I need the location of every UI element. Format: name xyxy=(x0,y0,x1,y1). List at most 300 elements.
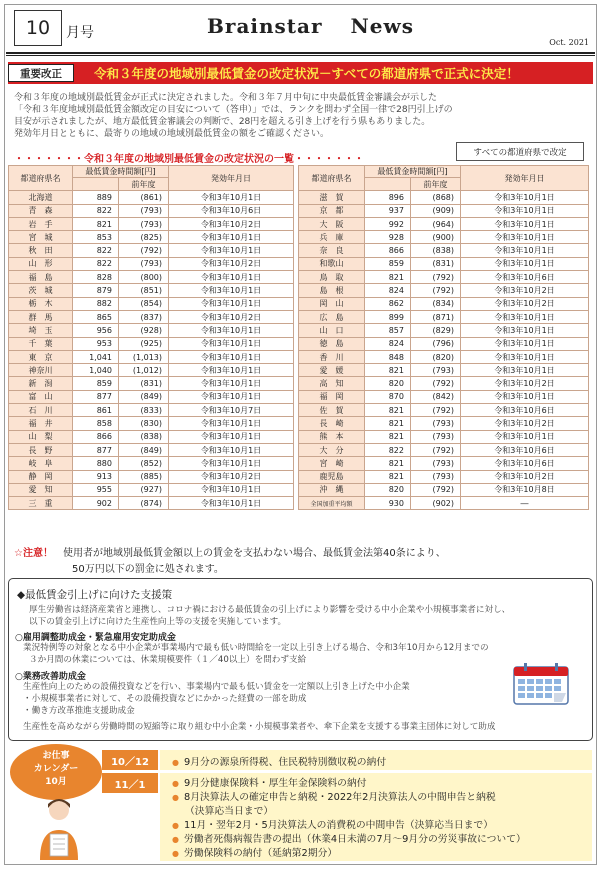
intro-line: 発効年月日とともに、最寄りの地域の地域別最低賃金の額をご確認ください。 xyxy=(14,129,330,139)
table-title: ・・・・・・・令和３年度の地域別最低賃金の改定状況の一覧・・・・・・・ xyxy=(14,154,364,165)
pref-name: 奈 良 xyxy=(299,244,365,257)
masthead xyxy=(0,14,601,38)
table-row xyxy=(9,324,294,337)
prev-wage: (1,013) xyxy=(119,350,169,363)
pref-name: 岩 手 xyxy=(9,217,73,230)
min-wage: 992 xyxy=(365,217,411,230)
pref-name: 広 島 xyxy=(299,310,365,323)
header-wage: 最低賃金時間額[円] xyxy=(365,166,461,178)
effective-date: 令和3年10月1日 xyxy=(461,231,589,244)
calendar-label-line: 10月 xyxy=(45,777,67,787)
effective-date: ― xyxy=(461,497,589,510)
table-row xyxy=(299,204,589,217)
intro-line: 「令和３年度地域別最低賃金額改定の目安について（答申）」では、ランクを問わず全国一律で28円引上げの xyxy=(14,105,453,115)
effective-date: 令和3年10月1日 xyxy=(461,204,589,217)
prev-wage: (834) xyxy=(411,297,461,310)
prev-wage: (854) xyxy=(119,297,169,310)
prev-wage: (849) xyxy=(119,443,169,456)
min-wage: 902 xyxy=(73,497,119,510)
table-row xyxy=(9,244,294,257)
min-wage: 913 xyxy=(73,470,119,483)
effective-date: 令和3年10月1日 xyxy=(169,377,294,390)
calendar-item: （決算応当日まで） xyxy=(185,806,274,817)
effective-date: 令和3年10月1日 xyxy=(461,350,589,363)
pref-name: 山 梨 xyxy=(9,430,73,443)
prev-wage: (793) xyxy=(411,417,461,430)
notice xyxy=(14,546,446,578)
table-row xyxy=(9,204,294,217)
prev-wage: (851) xyxy=(119,284,169,297)
min-wage: 877 xyxy=(73,390,119,403)
pref-name: 長 崎 xyxy=(299,417,365,430)
notice-line: 使用者が地域別最低賃金額以上の賃金を支払わない場合、最低賃金法第40条により、 xyxy=(62,548,446,559)
prev-wage: (796) xyxy=(411,337,461,350)
min-wage: 882 xyxy=(73,297,119,310)
pref-name: 静 岡 xyxy=(9,470,73,483)
effective-date: 令和3年10月1日 xyxy=(169,297,294,310)
table-row xyxy=(9,217,294,230)
min-wage: 937 xyxy=(365,204,411,217)
min-wage: 821 xyxy=(365,271,411,284)
min-wage: 821 xyxy=(365,364,411,377)
table-row xyxy=(9,231,294,244)
header-wage: 最低賃金時間額[円] xyxy=(73,166,169,178)
wage-table-right xyxy=(298,165,589,510)
table-row xyxy=(9,443,294,456)
min-wage: 821 xyxy=(365,470,411,483)
calendar-item: ● 9月分の源泉所得税、住民税特別徴収税の納付 xyxy=(172,754,386,768)
effective-date: 令和3年10月6日 xyxy=(461,271,589,284)
effective-date: 令和3年10月1日 xyxy=(169,457,294,470)
effective-date: 令和3年10月2日 xyxy=(169,470,294,483)
table-row xyxy=(299,231,589,244)
min-wage: 889 xyxy=(73,191,119,204)
pref-name: 千 葉 xyxy=(9,337,73,350)
min-wage: 866 xyxy=(73,430,119,443)
prev-wage: (793) xyxy=(411,470,461,483)
table-row xyxy=(299,271,589,284)
table-row xyxy=(9,257,294,270)
intro-text xyxy=(14,92,589,140)
calendar-item: ● 8月決算法人の確定申告と納税・2022年2月決算法人の中間申告と納税 xyxy=(172,789,496,803)
pref-name: 大 分 xyxy=(299,443,365,456)
min-wage: 1,041 xyxy=(73,350,119,363)
divider xyxy=(6,55,595,56)
headline-text: 令和３年度の地域別最低賃金の改定状況－すべての都道府県で正式に決定！ xyxy=(94,66,519,81)
min-wage: 820 xyxy=(365,483,411,496)
min-wage: 953 xyxy=(73,337,119,350)
prev-wage: (825) xyxy=(119,231,169,244)
headline-banner xyxy=(8,62,593,84)
prev-wage: (902) xyxy=(411,497,461,510)
effective-date: 令和3年10月2日 xyxy=(169,217,294,230)
min-wage: 858 xyxy=(73,417,119,430)
prev-wage: (792) xyxy=(411,483,461,496)
prev-wage: (820) xyxy=(411,350,461,363)
support-title: ◆最低賃金引上げに向けた支援策 xyxy=(17,589,173,601)
pref-name: 熊 本 xyxy=(299,430,365,443)
table-row xyxy=(299,404,589,417)
pref-name: 山 口 xyxy=(299,324,365,337)
effective-date: 令和3年10月1日 xyxy=(169,231,294,244)
prev-wage: (928) xyxy=(119,324,169,337)
masthead-right: News xyxy=(350,14,414,38)
support-line: ・小規模事業者に対して、その設備投資などにかかった経費の一部を助成 xyxy=(23,694,307,704)
prev-wage: (792) xyxy=(411,377,461,390)
effective-date: 令和3年10月2日 xyxy=(461,417,589,430)
table-row xyxy=(299,430,589,443)
prev-wage: (792) xyxy=(119,244,169,257)
pref-name: 岡 山 xyxy=(299,297,365,310)
pref-name: 滋 賀 xyxy=(299,191,365,204)
pref-name: 鳥 取 xyxy=(299,271,365,284)
prev-wage: (792) xyxy=(411,271,461,284)
min-wage: 822 xyxy=(365,443,411,456)
min-wage: 822 xyxy=(73,257,119,270)
effective-date: 令和3年10月1日 xyxy=(169,483,294,496)
pref-name: 愛 媛 xyxy=(299,364,365,377)
pref-name: 埼 玉 xyxy=(9,324,73,337)
support-subtitle: ○雇用調整助成金・緊急雇用安定助成金 xyxy=(15,633,176,643)
support-line: 生産性を高めながら労働時間の短縮等に取り組む中小企業・小規模事業者や、傘下企業を支援する事業主団体に対して助成 xyxy=(23,722,496,732)
table-row xyxy=(299,497,589,510)
table-row xyxy=(9,457,294,470)
table-row xyxy=(299,470,589,483)
table-row xyxy=(299,310,589,323)
pref-name: 佐 賀 xyxy=(299,404,365,417)
prev-wage: (1,012) xyxy=(119,364,169,377)
min-wage: 879 xyxy=(73,284,119,297)
pref-name: 大 阪 xyxy=(299,217,365,230)
pref-name: 新 潟 xyxy=(9,377,73,390)
min-wage: 866 xyxy=(365,244,411,257)
prev-wage: (909) xyxy=(411,204,461,217)
min-wage: 857 xyxy=(365,324,411,337)
pref-name: 群 馬 xyxy=(9,310,73,323)
table-row xyxy=(299,244,589,257)
prev-wage: (927) xyxy=(119,483,169,496)
table-row xyxy=(299,217,589,230)
intro-line: 令和３年度の地域別最低賃金が正式に決定されました。令和３年７月中旬に中央最低賃金審議会が示した xyxy=(14,93,438,103)
effective-date: 令和3年10月6日 xyxy=(461,443,589,456)
table-row xyxy=(9,297,294,310)
header-pref: 都道府県名 xyxy=(299,166,365,191)
table-row xyxy=(299,443,589,456)
prev-wage: (900) xyxy=(411,231,461,244)
effective-date: 令和3年10月1日 xyxy=(461,191,589,204)
important-tag: 重要改正 xyxy=(8,64,74,82)
prev-wage: (874) xyxy=(119,497,169,510)
min-wage: 821 xyxy=(365,404,411,417)
wage-table-left xyxy=(8,165,294,510)
header-effective: 発効年月日 xyxy=(169,166,294,191)
pref-name: 神奈川 xyxy=(9,364,73,377)
prev-wage: (852) xyxy=(119,457,169,470)
all-prefectures-note: すべての都道府県で改定 xyxy=(456,142,584,161)
table-row xyxy=(299,377,589,390)
effective-date: 令和3年10月2日 xyxy=(461,377,589,390)
min-wage: 824 xyxy=(365,337,411,350)
pref-name: 山 形 xyxy=(9,257,73,270)
effective-date: 令和3年10月1日 xyxy=(461,257,589,270)
effective-date: 令和3年10月6日 xyxy=(169,204,294,217)
prev-wage: (833) xyxy=(119,404,169,417)
effective-date: 令和3年10月1日 xyxy=(169,497,294,510)
header-effective: 発効年月日 xyxy=(461,166,589,191)
prev-wage: (793) xyxy=(411,364,461,377)
pref-name: 栃 木 xyxy=(9,297,73,310)
prev-wage: (792) xyxy=(411,284,461,297)
table-row xyxy=(9,284,294,297)
effective-date: 令和3年10月1日 xyxy=(169,337,294,350)
min-wage: 822 xyxy=(73,244,119,257)
min-wage: 861 xyxy=(73,404,119,417)
pref-name: 福 岡 xyxy=(299,390,365,403)
pref-name: 徳 島 xyxy=(299,337,365,350)
prev-wage: (868) xyxy=(411,191,461,204)
pref-name: 全国加重平均額 xyxy=(299,497,365,510)
min-wage: 821 xyxy=(365,457,411,470)
calendar-item: ● 11月・翌年2月・5月決算法人の消費税の中間申告（決算応当日まで） xyxy=(172,817,493,831)
min-wage: 821 xyxy=(365,417,411,430)
min-wage: 822 xyxy=(73,204,119,217)
prev-wage: (831) xyxy=(411,257,461,270)
effective-date: 令和3年10月1日 xyxy=(461,244,589,257)
effective-date: 令和3年10月1日 xyxy=(461,430,589,443)
table-row xyxy=(9,404,294,417)
effective-date: 令和3年10月7日 xyxy=(169,404,294,417)
effective-date: 令和3年10月1日 xyxy=(461,310,589,323)
effective-date: 令和3年10月1日 xyxy=(169,271,294,284)
effective-date: 令和3年10月1日 xyxy=(169,417,294,430)
pref-name: 東 京 xyxy=(9,350,73,363)
effective-date: 令和3年10月1日 xyxy=(169,364,294,377)
table-row xyxy=(9,191,294,204)
calendar-item: ● 労働者死傷病報告書の提出（休業4日未満の7月～9月分の労災事故について） xyxy=(172,831,526,845)
pref-name: 北海道 xyxy=(9,191,73,204)
min-wage: 1,040 xyxy=(73,364,119,377)
pref-name: 島 根 xyxy=(299,284,365,297)
min-wage: 928 xyxy=(365,231,411,244)
pref-name: 青 森 xyxy=(9,204,73,217)
table-row xyxy=(9,417,294,430)
min-wage: 896 xyxy=(365,191,411,204)
calendar-label-line: お仕事 xyxy=(42,751,70,761)
pref-name: 香 川 xyxy=(299,350,365,363)
office-worker-illustration xyxy=(28,796,90,860)
pref-name: 福 島 xyxy=(9,271,73,284)
calendar-label-line: カレンダー xyxy=(33,764,79,774)
effective-date: 令和3年10月2日 xyxy=(169,310,294,323)
issue-number: 10 xyxy=(14,10,62,46)
effective-date: 令和3年10月1日 xyxy=(169,443,294,456)
effective-date: 令和3年10月1日 xyxy=(169,430,294,443)
pref-name: 宮 崎 xyxy=(299,457,365,470)
table-row xyxy=(9,350,294,363)
table-row xyxy=(9,337,294,350)
table-row xyxy=(299,417,589,430)
prev-wage: (842) xyxy=(411,390,461,403)
calendar-date: 11／1 xyxy=(102,773,158,793)
prev-wage: (837) xyxy=(119,310,169,323)
support-line: ・働き方改革推進支援助成金 xyxy=(23,706,135,716)
pref-name: 茨 城 xyxy=(9,284,73,297)
table-row xyxy=(299,297,589,310)
prev-wage: (964) xyxy=(411,217,461,230)
table-row xyxy=(9,271,294,284)
pref-name: 宮 城 xyxy=(9,231,73,244)
min-wage: 824 xyxy=(365,284,411,297)
min-wage: 821 xyxy=(73,217,119,230)
pref-name: 富 山 xyxy=(9,390,73,403)
effective-date: 令和3年10月8日 xyxy=(461,483,589,496)
table-row xyxy=(9,483,294,496)
effective-date: 令和3年10月1日 xyxy=(461,364,589,377)
effective-date: 令和3年10月1日 xyxy=(461,217,589,230)
min-wage: 821 xyxy=(365,430,411,443)
effective-date: 令和3年10月2日 xyxy=(169,257,294,270)
prev-wage: (861) xyxy=(119,191,169,204)
effective-date: 令和3年10月1日 xyxy=(169,350,294,363)
prev-wage: (793) xyxy=(119,204,169,217)
issue-date: Oct. 2021 xyxy=(549,38,589,47)
table-row xyxy=(299,483,589,496)
calendar-item: ● 労働保険料の納付（延納第2期分） xyxy=(172,845,337,859)
prev-wage: (792) xyxy=(411,443,461,456)
effective-date: 令和3年10月1日 xyxy=(461,390,589,403)
table-row xyxy=(9,364,294,377)
min-wage: 859 xyxy=(73,377,119,390)
header-prev: 前年度 xyxy=(119,178,169,191)
min-wage: 862 xyxy=(365,297,411,310)
support-line: 生産性向上のための設備投資などを行い、事業場内で最も低い賃金を一定額以上引き上げた中小企業 xyxy=(23,682,410,692)
support-line: 以下の賃金引上げに向けた生産性向上等の支援を実施しています。 xyxy=(29,617,287,627)
support-box xyxy=(8,578,593,741)
table-row xyxy=(299,457,589,470)
effective-date: 令和3年10月1日 xyxy=(169,284,294,297)
pref-name: 秋 田 xyxy=(9,244,73,257)
notice-line: 50万円以下の罰金に処されます。 xyxy=(72,564,224,575)
prev-wage: (871) xyxy=(411,310,461,323)
issue-suffix: 月号 xyxy=(66,25,94,41)
pref-name: 愛 知 xyxy=(9,483,73,496)
prev-wage: (925) xyxy=(119,337,169,350)
min-wage: 870 xyxy=(365,390,411,403)
pref-name: 岐 阜 xyxy=(9,457,73,470)
effective-date: 令和3年10月1日 xyxy=(169,324,294,337)
notice-warning: ☆注意！ xyxy=(14,548,53,559)
table-row xyxy=(9,310,294,323)
table-row xyxy=(299,324,589,337)
support-line: 業況特例等の対象となる中小企業が事業場内で最も低い時間給を一定以上引き上げる場合、令和3年10月から12月までの xyxy=(23,643,489,653)
effective-date: 令和3年10月2日 xyxy=(461,470,589,483)
prev-wage: (838) xyxy=(411,244,461,257)
min-wage: 955 xyxy=(73,483,119,496)
prev-wage: (849) xyxy=(119,390,169,403)
table-row xyxy=(299,337,589,350)
pref-name: 石 川 xyxy=(9,404,73,417)
calendar-item: ● 9月分健康保険料・厚生年金保険料の納付 xyxy=(172,775,367,789)
prev-wage: (885) xyxy=(119,470,169,483)
prev-wage: (793) xyxy=(119,257,169,270)
table-row xyxy=(299,364,589,377)
prev-wage: (793) xyxy=(119,217,169,230)
min-wage: 880 xyxy=(73,457,119,470)
min-wage: 899 xyxy=(365,310,411,323)
divider xyxy=(6,52,595,54)
effective-date: 令和3年10月1日 xyxy=(169,390,294,403)
table-row xyxy=(9,430,294,443)
table-row xyxy=(299,350,589,363)
min-wage: 877 xyxy=(73,443,119,456)
prev-wage: (793) xyxy=(411,457,461,470)
pref-name: 高 知 xyxy=(299,377,365,390)
table-row xyxy=(9,470,294,483)
header-pref: 都道府県名 xyxy=(9,166,73,191)
min-wage: 859 xyxy=(365,257,411,270)
effective-date: 令和3年10月1日 xyxy=(169,244,294,257)
effective-date: 令和3年10月2日 xyxy=(461,284,589,297)
min-wage: 848 xyxy=(365,350,411,363)
effective-date: 令和3年10月6日 xyxy=(461,457,589,470)
effective-date: 令和3年10月6日 xyxy=(461,404,589,417)
pref-name: 三 重 xyxy=(9,497,73,510)
calendar-icon xyxy=(512,662,570,706)
header-blank xyxy=(365,178,411,191)
prev-wage: (831) xyxy=(119,377,169,390)
prev-wage: (800) xyxy=(119,271,169,284)
prev-wage: (838) xyxy=(119,430,169,443)
table-row xyxy=(299,284,589,297)
header-blank xyxy=(73,178,119,191)
min-wage: 865 xyxy=(73,310,119,323)
table-row xyxy=(299,390,589,403)
intro-line: 目安が示されましたが、地方最低賃金審議会の判断で、28円を超える引き上げを行う県もありました。 xyxy=(14,117,431,127)
pref-name: 兵 庫 xyxy=(299,231,365,244)
prev-wage: (830) xyxy=(119,417,169,430)
table-row xyxy=(299,257,589,270)
effective-date: 令和3年10月1日 xyxy=(169,191,294,204)
pref-name: 和歌山 xyxy=(299,257,365,270)
table-row xyxy=(9,497,294,510)
prev-wage: (792) xyxy=(411,404,461,417)
min-wage: 930 xyxy=(365,497,411,510)
support-line: ３か月間の休業については、休業規模要件（１／40以上）を問わず支給 xyxy=(29,655,307,665)
min-wage: 956 xyxy=(73,324,119,337)
effective-date: 令和3年10月1日 xyxy=(461,337,589,350)
work-calendar-label xyxy=(10,744,102,800)
table-row xyxy=(9,390,294,403)
table-row xyxy=(9,377,294,390)
pref-name: 長 野 xyxy=(9,443,73,456)
effective-date: 令和3年10月2日 xyxy=(461,297,589,310)
table-row xyxy=(299,191,589,204)
min-wage: 853 xyxy=(73,231,119,244)
min-wage: 820 xyxy=(365,377,411,390)
header-prev: 前年度 xyxy=(411,178,461,191)
pref-name: 福 井 xyxy=(9,417,73,430)
support-subtitle: ○業務改善助成金 xyxy=(15,672,86,682)
masthead-left: Brainstar xyxy=(207,14,323,38)
pref-name: 鹿児島 xyxy=(299,470,365,483)
prev-wage: (829) xyxy=(411,324,461,337)
effective-date: 令和3年10月1日 xyxy=(461,324,589,337)
pref-name: 京 都 xyxy=(299,204,365,217)
pref-name: 沖 縄 xyxy=(299,483,365,496)
support-line: 厚生労働省は経済産業省と連携し、コロナ禍における最低賃金の引上げにより影響を受ける中小企業や小規模事業者に対し、 xyxy=(29,605,511,615)
prev-wage: (793) xyxy=(411,430,461,443)
calendar-date: 10／12 xyxy=(102,750,158,770)
